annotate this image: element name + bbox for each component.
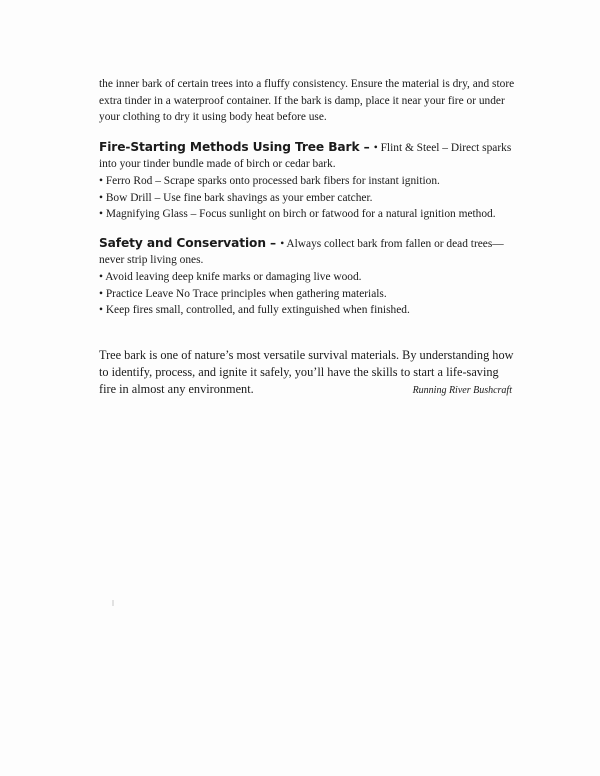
signature: Running River Bushcraft [412,385,512,396]
safety-item-leave-no-trace: • Practice Leave No Trace principles when gathering materials. [99,287,387,300]
fire-starting-item-bow-drill: • Bow Drill – Use fine bark shavings as your ember catcher. [99,191,373,204]
scan-speck [112,600,114,606]
fire-starting-item-magnifying-glass: • Magnifying Glass – Focus sunlight on birch or fatwood for a natural ignition method. [99,208,496,221]
fire-starting-heading: Fire-Starting Methods Using Tree Bark – [99,139,374,154]
safety-item-collect-bark: • Always collect bark from fallen or dead trees—never strip living ones. [99,237,504,267]
fire-starting-item-ferro-rod: • Ferro Rod – Scrape sparks onto processed bark fibers for instant ignition. [99,174,440,187]
safety-item-knife-marks: • Avoid leaving deep knife marks or damaging live wood. [99,270,362,283]
intro-paragraph: the inner bark of certain trees into a fluffy consistency. Ensure the material is dry, and store extra tinder in a waterproof container. If the bark is damp, place it near your fire or under your clothing to dry it using body heat before use. [99,78,515,124]
closing-paragraph: Tree bark is one of nature’s most versatile survival materials. By understanding how to identify, process, and ignite it safely, you’ll have the skills to start a life-saving fire in almost any environment. [99,347,514,396]
fire-starting-item-flint-steel: • Flint & Steel – Direct sparks into your tinder bundle made of birch or cedar bark. [99,141,512,171]
safety-section [99,235,519,319]
fire-starting-section [99,139,519,223]
safety-heading: Safety and Conservation – [99,235,281,250]
document-body [99,76,519,398]
safety-item-fires-small: • Keep fires small, controlled, and fully extinguished when finished. [99,304,410,317]
